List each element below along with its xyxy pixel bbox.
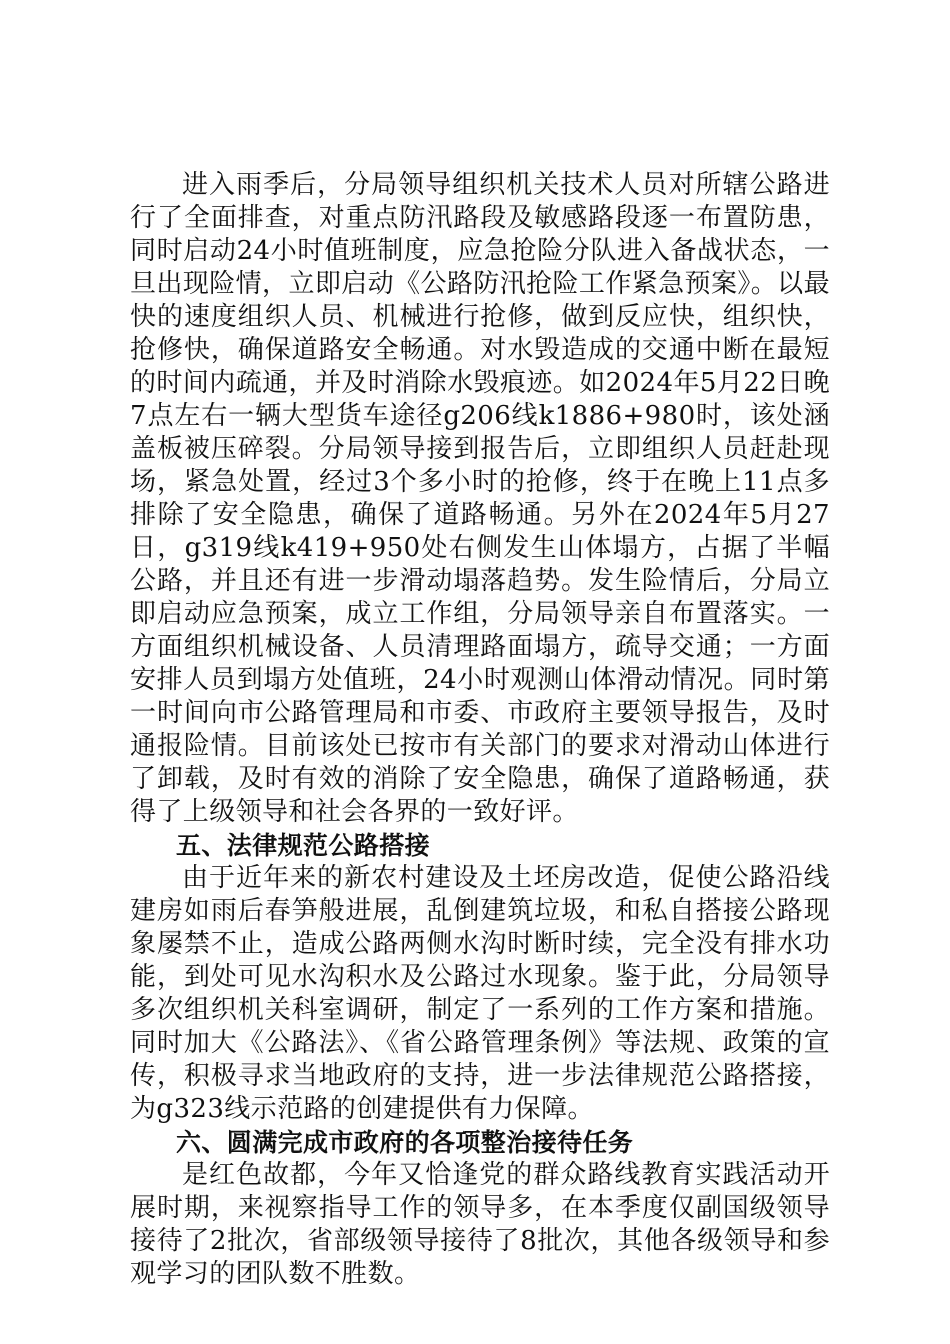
section-heading-5: 五、法律规范公路搭接 [176,831,431,860]
document-body [130,169,830,1291]
road-connection-paragraph: 由于近年来的新农村建设及土坯房改造，促使公路沿线建房如雨后春笋般进展，乱倒建筑垃圾，和私自搭接公路现象屡禁不止，造成公路两侧水沟时断时续，完全没有排水功能，到处可见水沟积水及公路过水现象。鉴于此，分局领导多次组织机关科室调研，制定了一系列的工作方案和措施。同时加大《公路法》、《省公路管理条例》等法规、政策的宣传，积极寻求当地政府的支持，进一步法律规范公路搭接，为g323线示范路的创建提供有力保障。 [130,863,830,1124]
reception-tasks-paragraph: 是红色故都，今年又恰逢党的群众路线教育实践活动开展时期，来视察指导工作的领导多，在本季度仅副国级领导接待了2批次，省部级领导接待了8批次，其他各级领导和参观学习的团队数不胜数。 [130,1160,830,1289]
flood-prevention-paragraph: 进入雨季后，分局领导组织机关技术人员对所辖公路进行了全面排查，对重点防汛路段及敏感路段逐一布置防患，同时启动24小时值班制度，应急抢险分队进入备战状态，一旦出现险情，立即启动《公路防汛抢险工作紧急预案》。以最快的速度组织人员、机械进行抢修，做到反应快，组织快，抢修快，确保道路安全畅通。对水毁造成的交通中断在最短的时间内疏通，并及时消除水毁痕迹。如2024年5月22日晚7点左右一辆大型货车途径g206线k1886+980时，该处涵盖板被压碎裂。分局领导接到报告后，立即组织人员赶赴现场，紧急处置，经过3个多小时的抢修，终于在晚上11点多排除了安全隐患，确保了道路畅通。另外在2024年5月27日，g319线k419+950处右侧发生山体塌方，占据了半幅公路，并且还有进一步滑动塌落趋势。发生险情后，分局立即启动应急预案，成立工作组，分局领导亲自布置落实。一方面组织机械设备、人员清理路面塌方，疏导交通；一方面安排人员到塌方处值班，24小时观测山体滑动情况。同时第一时间向市公路管理局和市委、市政府主要领导报告，及时通报险情。目前该处已按市有关部门的要求对滑动山体进行了卸载，及时有效的消除了安全隐患，确保了道路畅通，获得了上级领导和社会各界的一致好评。 [130,170,830,827]
section-heading-6: 六、圆满完成市政府的各项整治接待任务 [176,1128,634,1157]
